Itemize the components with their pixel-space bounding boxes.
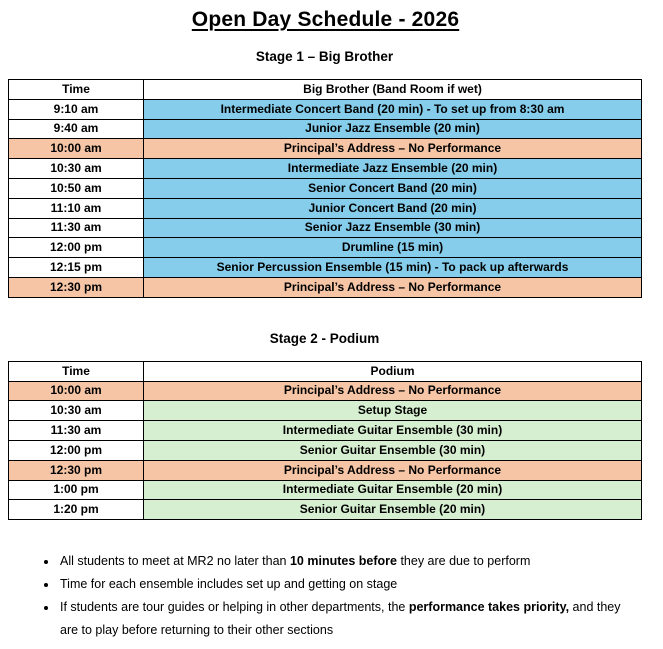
stage2-time-column-header: Time <box>9 361 144 381</box>
table-row <box>9 198 642 218</box>
table-row <box>9 159 642 179</box>
stage2-header-row <box>9 361 642 381</box>
note-text: they are due to perform <box>396 554 531 569</box>
stage1-time-column-header: Time <box>9 80 144 100</box>
time-cell: 12:30 pm <box>9 277 144 297</box>
stage2-schedule-table <box>8 361 642 520</box>
event-cell: Principal’s Address – No Performance <box>144 277 642 297</box>
event-cell: Intermediate Concert Band (20 min) - To set up from 8:30 am <box>144 99 642 119</box>
time-cell: 10:30 am <box>9 159 144 179</box>
note-text: All students to meet at MR2 no later than <box>60 554 290 569</box>
time-cell: 1:00 pm <box>9 480 144 500</box>
table-row <box>9 99 642 119</box>
table-row <box>9 500 642 520</box>
table-row <box>9 258 642 278</box>
event-cell: Setup Stage <box>144 401 642 421</box>
table-row <box>9 460 642 480</box>
stage1-schedule-table <box>8 79 642 298</box>
time-cell: 12:15 pm <box>9 258 144 278</box>
event-cell: Intermediate Guitar Ensemble (30 min) <box>144 421 642 441</box>
time-cell: 11:10 am <box>9 198 144 218</box>
table-row <box>9 401 642 421</box>
stage1-header-row <box>9 80 642 100</box>
table-row <box>9 421 642 441</box>
stage1-heading: Stage 1 – Big Brother <box>255 49 394 64</box>
time-cell: 1:20 pm <box>9 500 144 520</box>
event-cell: Senior Percussion Ensemble (15 min) - To pack up afterwards <box>144 258 642 278</box>
table-row <box>9 277 642 297</box>
note-bold-text: performance takes priority, <box>408 600 570 615</box>
event-cell: Principal’s Address – No Performance <box>144 381 642 401</box>
table-row <box>9 178 642 198</box>
event-cell: Principal’s Address – No Performance <box>144 460 642 480</box>
event-cell: Drumline (15 min) <box>144 238 642 258</box>
note-text: Time for each ensemble includes set up and getting on stage <box>60 577 398 592</box>
time-cell: 9:40 am <box>9 119 144 139</box>
time-cell: 12:30 pm <box>9 460 144 480</box>
stage2-heading: Stage 2 - Podium <box>269 330 380 346</box>
table-row <box>9 480 642 500</box>
time-cell: 9:10 am <box>9 99 144 119</box>
time-cell: 10:00 am <box>9 139 144 159</box>
event-cell: Senior Guitar Ensemble (30 min) <box>144 440 642 460</box>
note-text: and they are to play before returning to their other sections <box>60 600 621 638</box>
table-row <box>9 119 642 139</box>
list-item <box>58 573 633 596</box>
event-cell: Intermediate Guitar Ensemble (20 min) <box>144 480 642 500</box>
note-text: If students are tour guides or helping in other departments, the <box>60 600 409 615</box>
time-cell: 10:30 am <box>9 401 144 421</box>
table-row <box>9 440 642 460</box>
list-item <box>58 550 633 573</box>
event-cell: Senior Jazz Ensemble (30 min) <box>144 218 642 238</box>
event-cell: Junior Concert Band (20 min) <box>144 198 642 218</box>
time-cell: 12:00 pm <box>9 238 144 258</box>
time-cell: 12:00 pm <box>9 440 144 460</box>
time-cell: 10:00 am <box>9 381 144 401</box>
stage2-venue-column-header: Podium <box>144 361 642 381</box>
table-row <box>9 238 642 258</box>
time-cell: 10:50 am <box>9 178 144 198</box>
table-row <box>9 381 642 401</box>
event-cell: Junior Jazz Ensemble (20 min) <box>144 119 642 139</box>
stage1-venue-column-header: Big Brother (Band Room if wet) <box>144 80 642 100</box>
event-cell: Principal’s Address – No Performance <box>144 139 642 159</box>
time-cell: 11:30 am <box>9 218 144 238</box>
event-cell: Intermediate Jazz Ensemble (20 min) <box>144 159 642 179</box>
table-row <box>9 218 642 238</box>
event-cell: Senior Guitar Ensemble (20 min) <box>144 500 642 520</box>
page-title: Open Day Schedule - 2026 <box>191 8 460 31</box>
list-item <box>58 596 633 642</box>
event-cell: Senior Concert Band (20 min) <box>144 178 642 198</box>
notes-list <box>40 550 633 642</box>
table-row <box>9 139 642 159</box>
note-bold-text: 10 minutes before <box>289 554 397 569</box>
time-cell: 11:30 am <box>9 421 144 441</box>
